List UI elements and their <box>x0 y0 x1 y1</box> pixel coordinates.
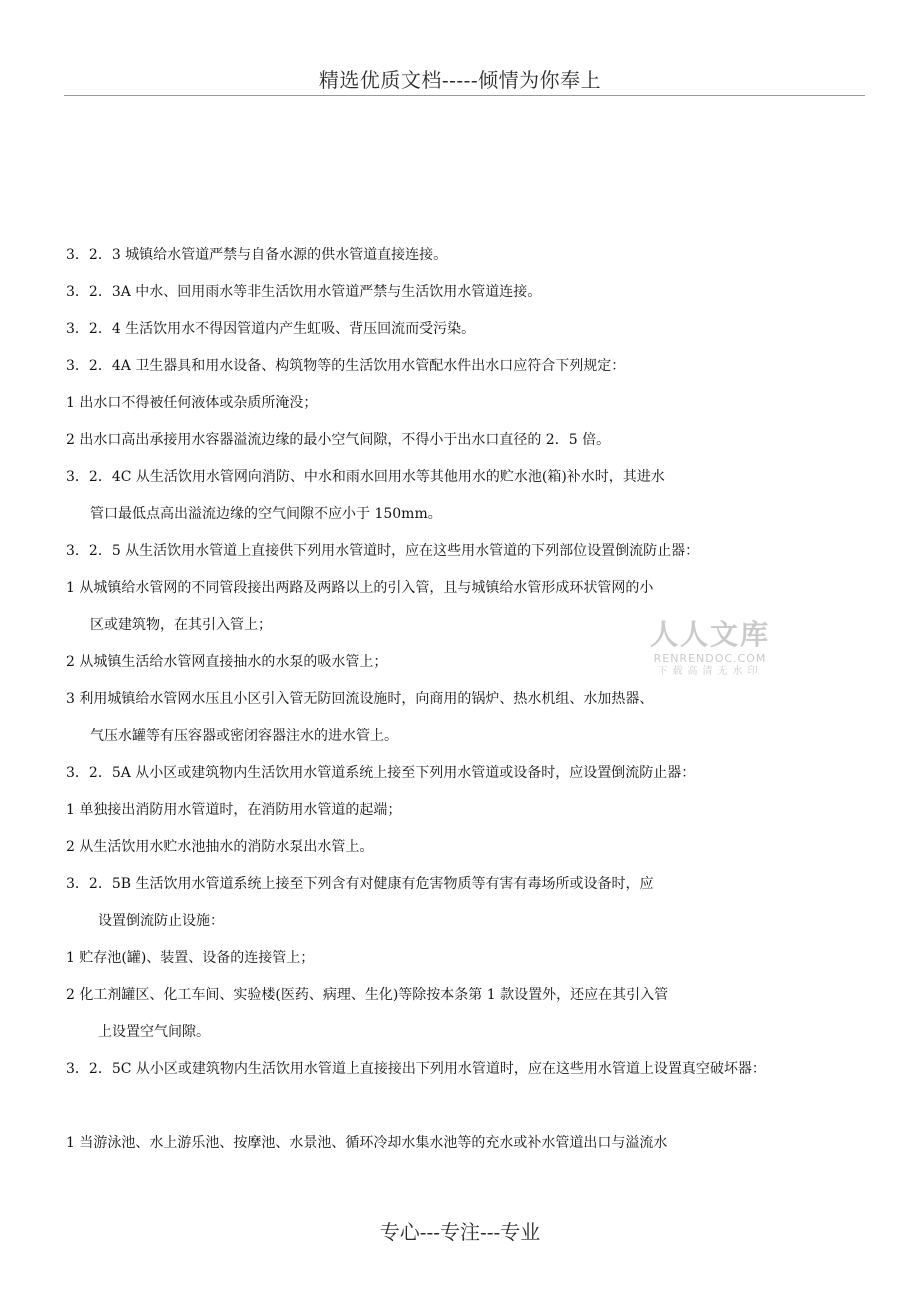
page-footer: 专心---专注---专业 <box>379 1220 541 1244</box>
clause-item: 1 出水口不得被任何液体或杂质所淹没； <box>66 395 318 411</box>
header-divider <box>64 95 865 96</box>
clause-continuation: 管口最低点高出溢流边缘的空气间隙不应小于 150mm。 <box>90 506 442 522</box>
clause-item: 1 从城镇给水管网的不同管段接出两路及两路以上的引入管，且与城镇给水管形成环状管网的小 <box>66 580 654 596</box>
watermark-title: 人人文库 <box>649 618 770 651</box>
clause-3-2-5: 3．2．5 从生活饮用水管道上直接供下列用水管道时，应在这些用水管道的下列部位设置倒流防止器： <box>66 543 700 559</box>
clause-continuation: 设置倒流防止设施： <box>98 913 224 929</box>
clause-3-2-4c: 3．2．4C 从生活饮用水管网向消防、中水和雨水回用水等其他用水的贮水池(箱)补水时，其进水 <box>66 469 665 485</box>
clause-item: 1 贮存池(罐)、装置、设备的连接管上； <box>66 950 315 966</box>
clause-3-2-5a: 3．2．5A 从小区或建筑物内生活饮用水管道系统上接至下列用水管道或设备时，应设置倒流防止器： <box>66 765 696 781</box>
clause-continuation: 区或建筑物，在其引入管上； <box>90 617 272 633</box>
clause-item: 2 化工剂罐区、化工车间、实验楼(医药、病理、生化)等除按本条第 1 款设置外，还应在其引入管 <box>66 987 669 1003</box>
clause-item: 2 从城镇生活给水管网直接抽水的水泵的吸水管上； <box>66 654 388 670</box>
watermark-tagline: 下载高清无水印 <box>657 666 763 677</box>
clause-continuation: 上设置空气间隙。 <box>98 1024 210 1040</box>
clause-3-2-4a: 3．2．4A 卫生器具和用水设备、构筑物等的生活饮用水管配水件出水口应符合下列规定： <box>66 358 626 374</box>
clause-item: 2 从生活饮用水贮水池抽水的消防水泵出水管上。 <box>66 839 374 855</box>
watermark-logo <box>640 618 780 679</box>
clause-item: 2 出水口高出承接用水容器溢流边缘的最小空气间隙，不得小于出水口直径的 2．5 倍。 <box>66 432 611 448</box>
watermark-domain: RENRENDOC.COM <box>653 652 767 665</box>
page-header: 精选优质文档-----倾情为你奉上 <box>318 68 602 92</box>
clause-3-2-5c: 3．2．5C 从小区或建筑物内生活饮用水管道上直接接出下列用水管道时，应在这些用水管道上设置真空破坏器： <box>66 1061 766 1077</box>
clause-continuation: 气压水罐等有压容器或密闭容器注水的进水管上。 <box>90 728 398 744</box>
clause-3-2-5b: 3．2．5B 生活饮用水管道系统上接至下列含有对健康有危害物质等有害有毒场所或设备时，应 <box>66 876 654 892</box>
clause-3-2-4: 3．2．4 生活饮用水不得因管道内产生虹吸、背压回流而受污染。 <box>66 321 476 337</box>
clause-3-2-3a: 3．2．3A 中水、回用雨水等非生活饮用水管道严禁与生活饮用水管道连接。 <box>66 284 542 300</box>
clause-item: 3 利用城镇给水管网水压且小区引入管无防回流设施时，向商用的锅炉、热水机组、水加热器、 <box>66 691 654 707</box>
clause-item: 1 单独接出消防用水管道时，在消防用水管道的起端； <box>66 802 402 818</box>
clause-3-2-3: 3．2．3 城镇给水管道严禁与自备水源的供水管道直接连接。 <box>66 247 448 263</box>
clause-item: 1 当游泳池、水上游乐池、按摩池、水景池、循环冷却水集水池等的充水或补水管道出口与溢流水 <box>66 1135 668 1151</box>
